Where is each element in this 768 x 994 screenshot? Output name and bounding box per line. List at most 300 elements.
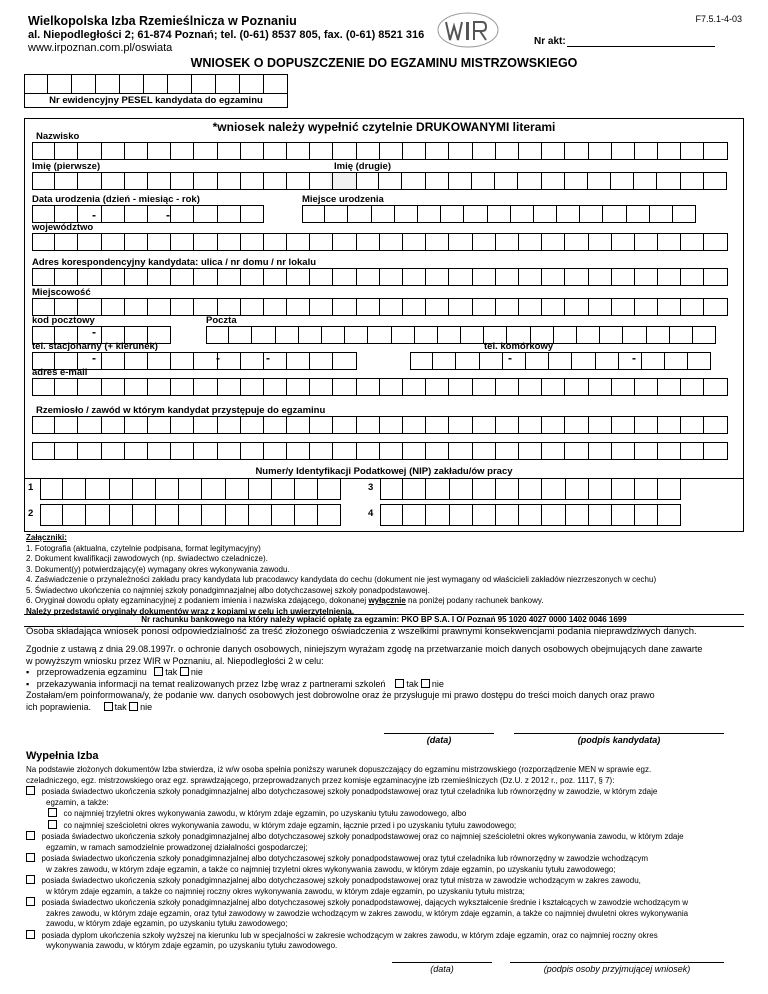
char-box[interactable] bbox=[612, 442, 635, 460]
char-box[interactable] bbox=[264, 172, 287, 190]
char-box[interactable] bbox=[603, 205, 626, 223]
char-box[interactable] bbox=[681, 142, 704, 160]
char-box[interactable] bbox=[565, 416, 588, 434]
char-box[interactable] bbox=[473, 298, 496, 316]
char-box[interactable] bbox=[299, 326, 322, 344]
char-box[interactable] bbox=[102, 142, 125, 160]
sign1-date-line[interactable] bbox=[384, 733, 494, 734]
char-box[interactable] bbox=[78, 298, 101, 316]
char-box[interactable] bbox=[473, 268, 496, 286]
condition-5-checkbox[interactable] bbox=[26, 897, 35, 906]
char-box[interactable] bbox=[542, 142, 565, 160]
char-box[interactable] bbox=[63, 504, 86, 526]
char-box[interactable] bbox=[357, 416, 380, 434]
char-box[interactable] bbox=[403, 142, 426, 160]
char-box[interactable] bbox=[572, 352, 595, 370]
char-box[interactable] bbox=[264, 268, 287, 286]
char-box[interactable] bbox=[218, 352, 241, 370]
imie2-field[interactable] bbox=[356, 172, 727, 190]
char-box[interactable] bbox=[642, 352, 665, 370]
char-box[interactable] bbox=[403, 478, 426, 500]
char-box[interactable] bbox=[565, 378, 588, 396]
char-box[interactable] bbox=[589, 478, 612, 500]
char-box[interactable] bbox=[264, 298, 287, 316]
char-box[interactable] bbox=[55, 416, 78, 434]
char-box[interactable] bbox=[194, 172, 217, 190]
char-box[interactable] bbox=[333, 268, 356, 286]
char-box[interactable] bbox=[554, 326, 577, 344]
sign1-signature-line[interactable] bbox=[514, 733, 724, 734]
char-box[interactable] bbox=[318, 478, 341, 500]
char-box[interactable] bbox=[526, 352, 549, 370]
char-box[interactable] bbox=[380, 478, 403, 500]
char-box[interactable] bbox=[333, 233, 356, 251]
char-box[interactable] bbox=[125, 378, 148, 396]
char-box[interactable] bbox=[403, 298, 426, 316]
char-box[interactable] bbox=[272, 504, 295, 526]
char-box[interactable] bbox=[647, 326, 670, 344]
condition-1-checkbox[interactable] bbox=[26, 786, 35, 795]
char-box[interactable] bbox=[86, 478, 109, 500]
char-box[interactable] bbox=[171, 233, 194, 251]
char-box[interactable] bbox=[379, 172, 402, 190]
char-box[interactable] bbox=[635, 378, 658, 396]
char-box[interactable] bbox=[372, 205, 395, 223]
char-box[interactable] bbox=[276, 326, 299, 344]
char-box[interactable] bbox=[496, 298, 519, 316]
char-box[interactable] bbox=[318, 504, 341, 526]
char-box[interactable] bbox=[40, 504, 63, 526]
char-box[interactable] bbox=[704, 233, 727, 251]
char-box[interactable] bbox=[78, 142, 101, 160]
char-box[interactable] bbox=[287, 416, 310, 434]
char-box[interactable] bbox=[63, 478, 86, 500]
char-box[interactable] bbox=[496, 504, 519, 526]
char-box[interactable] bbox=[226, 478, 249, 500]
char-box[interactable] bbox=[218, 268, 241, 286]
char-box[interactable] bbox=[418, 205, 441, 223]
char-box[interactable] bbox=[295, 478, 318, 500]
char-box[interactable] bbox=[542, 442, 565, 460]
char-box[interactable] bbox=[449, 172, 472, 190]
rzemioslo-field-1[interactable] bbox=[32, 416, 728, 434]
char-box[interactable] bbox=[519, 504, 542, 526]
char-box[interactable] bbox=[287, 172, 310, 190]
char-box[interactable] bbox=[120, 74, 144, 94]
char-box[interactable] bbox=[704, 416, 727, 434]
char-box[interactable] bbox=[473, 233, 496, 251]
char-box[interactable] bbox=[635, 442, 658, 460]
char-box[interactable] bbox=[218, 442, 241, 460]
char-box[interactable] bbox=[310, 298, 333, 316]
char-box[interactable] bbox=[612, 142, 635, 160]
char-box[interactable] bbox=[102, 233, 125, 251]
char-box[interactable] bbox=[194, 268, 217, 286]
char-box[interactable] bbox=[171, 142, 194, 160]
char-box[interactable] bbox=[194, 298, 217, 316]
char-box[interactable] bbox=[32, 298, 55, 316]
char-box[interactable] bbox=[202, 504, 225, 526]
char-box[interactable] bbox=[310, 268, 333, 286]
char-box[interactable] bbox=[635, 142, 658, 160]
char-box[interactable] bbox=[348, 205, 371, 223]
char-box[interactable] bbox=[449, 268, 472, 286]
char-box[interactable] bbox=[48, 74, 72, 94]
char-box[interactable] bbox=[333, 416, 356, 434]
tel-kom-field[interactable] bbox=[410, 352, 711, 370]
char-box[interactable] bbox=[72, 74, 96, 94]
char-box[interactable] bbox=[125, 268, 148, 286]
char-box[interactable] bbox=[241, 298, 264, 316]
char-box[interactable] bbox=[403, 504, 426, 526]
char-box[interactable] bbox=[380, 504, 403, 526]
char-box[interactable] bbox=[472, 172, 495, 190]
char-box[interactable] bbox=[194, 416, 217, 434]
wojewodztwo-field[interactable] bbox=[32, 233, 728, 251]
char-box[interactable] bbox=[577, 326, 600, 344]
char-box[interactable] bbox=[287, 298, 310, 316]
char-box[interactable] bbox=[511, 205, 534, 223]
char-box[interactable] bbox=[704, 298, 727, 316]
char-box[interactable] bbox=[148, 233, 171, 251]
char-box[interactable] bbox=[287, 142, 310, 160]
char-box[interactable] bbox=[438, 326, 461, 344]
char-box[interactable] bbox=[473, 142, 496, 160]
char-box[interactable] bbox=[310, 172, 333, 190]
char-box[interactable] bbox=[171, 268, 194, 286]
char-box[interactable] bbox=[96, 74, 120, 94]
char-box[interactable] bbox=[403, 268, 426, 286]
char-box[interactable] bbox=[565, 298, 588, 316]
char-box[interactable] bbox=[681, 378, 704, 396]
char-box[interactable] bbox=[496, 442, 519, 460]
char-box[interactable] bbox=[580, 205, 603, 223]
char-box[interactable] bbox=[333, 142, 356, 160]
char-box[interactable] bbox=[612, 268, 635, 286]
char-box[interactable] bbox=[102, 298, 125, 316]
char-box[interactable] bbox=[78, 233, 101, 251]
char-box[interactable] bbox=[287, 233, 310, 251]
char-box[interactable] bbox=[464, 205, 487, 223]
char-box[interactable] bbox=[310, 352, 333, 370]
char-box[interactable] bbox=[171, 298, 194, 316]
condition-1-sub-1-checkbox[interactable] bbox=[48, 808, 57, 817]
char-box[interactable] bbox=[310, 378, 333, 396]
char-box[interactable] bbox=[55, 268, 78, 286]
char-box[interactable] bbox=[125, 298, 148, 316]
char-box[interactable] bbox=[589, 268, 612, 286]
char-box[interactable] bbox=[171, 352, 194, 370]
char-box[interactable] bbox=[218, 298, 241, 316]
char-box[interactable] bbox=[249, 504, 272, 526]
char-box[interactable] bbox=[473, 504, 496, 526]
char-box[interactable] bbox=[693, 326, 716, 344]
char-box[interactable] bbox=[102, 352, 125, 370]
char-box[interactable] bbox=[496, 378, 519, 396]
char-box[interactable] bbox=[495, 172, 518, 190]
char-box[interactable] bbox=[32, 416, 55, 434]
char-box[interactable] bbox=[218, 378, 241, 396]
char-box[interactable] bbox=[565, 268, 588, 286]
condition-2-checkbox[interactable] bbox=[26, 831, 35, 840]
char-box[interactable] bbox=[345, 326, 368, 344]
char-box[interactable] bbox=[32, 205, 55, 223]
char-box[interactable] bbox=[403, 442, 426, 460]
char-box[interactable] bbox=[102, 442, 125, 460]
char-box[interactable] bbox=[229, 326, 252, 344]
char-box[interactable] bbox=[402, 172, 425, 190]
char-box[interactable] bbox=[473, 478, 496, 500]
char-box[interactable] bbox=[519, 416, 542, 434]
char-box[interactable] bbox=[240, 74, 264, 94]
char-box[interactable] bbox=[357, 268, 380, 286]
char-box[interactable] bbox=[658, 142, 681, 160]
char-box[interactable] bbox=[380, 268, 403, 286]
char-box[interactable] bbox=[295, 504, 318, 526]
char-box[interactable] bbox=[78, 442, 101, 460]
char-box[interactable] bbox=[704, 142, 727, 160]
char-box[interactable] bbox=[32, 442, 55, 460]
char-box[interactable] bbox=[635, 298, 658, 316]
char-box[interactable] bbox=[55, 298, 78, 316]
char-box[interactable] bbox=[658, 298, 681, 316]
char-box[interactable] bbox=[650, 205, 673, 223]
char-box[interactable] bbox=[241, 442, 264, 460]
char-box[interactable] bbox=[40, 478, 63, 500]
char-box[interactable] bbox=[426, 416, 449, 434]
poczta-field[interactable] bbox=[206, 326, 716, 344]
condition-1-sub-2-checkbox[interactable] bbox=[48, 820, 57, 829]
char-box[interactable] bbox=[194, 352, 217, 370]
char-box[interactable] bbox=[55, 442, 78, 460]
char-box[interactable] bbox=[78, 268, 101, 286]
char-box[interactable] bbox=[518, 172, 541, 190]
char-box[interactable] bbox=[78, 172, 101, 190]
nip-field-2[interactable] bbox=[40, 504, 341, 526]
consent-2-tak-checkbox[interactable] bbox=[395, 679, 404, 688]
char-box[interactable] bbox=[542, 478, 565, 500]
char-box[interactable] bbox=[125, 172, 148, 190]
char-box[interactable] bbox=[171, 172, 194, 190]
char-box[interactable] bbox=[380, 298, 403, 316]
char-box[interactable] bbox=[148, 172, 171, 190]
imie1-field[interactable] bbox=[32, 172, 357, 190]
char-box[interactable] bbox=[410, 352, 433, 370]
char-box[interactable] bbox=[589, 416, 612, 434]
char-box[interactable] bbox=[148, 142, 171, 160]
char-box[interactable] bbox=[565, 233, 588, 251]
char-box[interactable] bbox=[179, 478, 202, 500]
rzemioslo-field-2[interactable] bbox=[32, 442, 728, 460]
char-box[interactable] bbox=[426, 233, 449, 251]
char-box[interactable] bbox=[322, 326, 345, 344]
char-box[interactable] bbox=[241, 233, 264, 251]
char-box[interactable] bbox=[542, 268, 565, 286]
char-box[interactable] bbox=[496, 268, 519, 286]
char-box[interactable] bbox=[635, 478, 658, 500]
char-box[interactable] bbox=[519, 442, 542, 460]
char-box[interactable] bbox=[32, 233, 55, 251]
char-box[interactable] bbox=[519, 233, 542, 251]
char-box[interactable] bbox=[634, 172, 657, 190]
char-box[interactable] bbox=[356, 172, 379, 190]
char-box[interactable] bbox=[252, 326, 275, 344]
char-box[interactable] bbox=[310, 142, 333, 160]
char-box[interactable] bbox=[658, 233, 681, 251]
sign2-signature-line[interactable] bbox=[510, 962, 724, 963]
char-box[interactable] bbox=[368, 326, 391, 344]
char-box[interactable] bbox=[658, 442, 681, 460]
char-box[interactable] bbox=[148, 378, 171, 396]
char-box[interactable] bbox=[148, 298, 171, 316]
char-box[interactable] bbox=[102, 416, 125, 434]
char-box[interactable] bbox=[148, 352, 171, 370]
char-box[interactable] bbox=[148, 416, 171, 434]
char-box[interactable] bbox=[380, 233, 403, 251]
char-box[interactable] bbox=[589, 504, 612, 526]
char-box[interactable] bbox=[565, 142, 588, 160]
char-box[interactable] bbox=[542, 378, 565, 396]
char-box[interactable] bbox=[450, 504, 473, 526]
char-box[interactable] bbox=[194, 378, 217, 396]
char-box[interactable] bbox=[623, 326, 646, 344]
char-box[interactable] bbox=[480, 352, 503, 370]
char-box[interactable] bbox=[496, 416, 519, 434]
char-box[interactable] bbox=[473, 378, 496, 396]
char-box[interactable] bbox=[596, 352, 619, 370]
char-box[interactable] bbox=[194, 205, 217, 223]
char-box[interactable] bbox=[206, 326, 229, 344]
char-box[interactable] bbox=[192, 74, 216, 94]
char-box[interactable] bbox=[333, 172, 356, 190]
char-box[interactable] bbox=[218, 233, 241, 251]
char-box[interactable] bbox=[704, 172, 727, 190]
char-box[interactable] bbox=[287, 442, 310, 460]
consent-1-nie-checkbox[interactable] bbox=[180, 667, 189, 676]
char-box[interactable] bbox=[55, 172, 78, 190]
char-box[interactable] bbox=[78, 378, 101, 396]
char-box[interactable] bbox=[456, 352, 479, 370]
char-box[interactable] bbox=[333, 378, 356, 396]
char-box[interactable] bbox=[218, 142, 241, 160]
char-box[interactable] bbox=[287, 352, 310, 370]
char-box[interactable] bbox=[496, 233, 519, 251]
char-box[interactable] bbox=[461, 326, 484, 344]
char-box[interactable] bbox=[519, 268, 542, 286]
char-box[interactable] bbox=[426, 298, 449, 316]
char-box[interactable] bbox=[125, 233, 148, 251]
char-box[interactable] bbox=[542, 172, 565, 190]
char-box[interactable] bbox=[589, 142, 612, 160]
char-box[interactable] bbox=[125, 142, 148, 160]
char-box[interactable] bbox=[78, 205, 101, 223]
char-box[interactable] bbox=[658, 268, 681, 286]
char-box[interactable] bbox=[168, 74, 192, 94]
char-box[interactable] bbox=[665, 352, 688, 370]
char-box[interactable] bbox=[357, 142, 380, 160]
char-box[interactable] bbox=[102, 378, 125, 396]
char-box[interactable] bbox=[55, 233, 78, 251]
char-box[interactable] bbox=[171, 416, 194, 434]
char-box[interactable] bbox=[171, 442, 194, 460]
char-box[interactable] bbox=[333, 298, 356, 316]
char-box[interactable] bbox=[403, 378, 426, 396]
char-box[interactable] bbox=[519, 142, 542, 160]
char-box[interactable] bbox=[704, 268, 727, 286]
char-box[interactable] bbox=[612, 504, 635, 526]
char-box[interactable] bbox=[549, 352, 572, 370]
char-box[interactable] bbox=[670, 326, 693, 344]
nip-field-4[interactable] bbox=[380, 504, 681, 526]
char-box[interactable] bbox=[488, 205, 511, 223]
consent-3-tak-checkbox[interactable] bbox=[104, 702, 113, 711]
char-box[interactable] bbox=[542, 416, 565, 434]
char-box[interactable] bbox=[542, 233, 565, 251]
char-box[interactable] bbox=[264, 442, 287, 460]
char-box[interactable] bbox=[287, 268, 310, 286]
char-box[interactable] bbox=[55, 205, 78, 223]
char-box[interactable] bbox=[449, 142, 472, 160]
char-box[interactable] bbox=[55, 378, 78, 396]
char-box[interactable] bbox=[681, 268, 704, 286]
char-box[interactable] bbox=[241, 172, 264, 190]
char-box[interactable] bbox=[496, 142, 519, 160]
char-box[interactable] bbox=[357, 233, 380, 251]
char-box[interactable] bbox=[635, 268, 658, 286]
char-box[interactable] bbox=[125, 442, 148, 460]
char-box[interactable] bbox=[619, 352, 642, 370]
condition-6-checkbox[interactable] bbox=[26, 930, 35, 939]
char-box[interactable] bbox=[333, 442, 356, 460]
char-box[interactable] bbox=[534, 205, 557, 223]
char-box[interactable] bbox=[125, 416, 148, 434]
char-box[interactable] bbox=[86, 504, 109, 526]
char-box[interactable] bbox=[241, 378, 264, 396]
char-box[interactable] bbox=[333, 352, 356, 370]
char-box[interactable] bbox=[241, 416, 264, 434]
char-box[interactable] bbox=[133, 478, 156, 500]
char-box[interactable] bbox=[32, 142, 55, 160]
char-box[interactable] bbox=[194, 233, 217, 251]
char-box[interactable] bbox=[449, 378, 472, 396]
char-box[interactable] bbox=[102, 268, 125, 286]
char-box[interactable] bbox=[241, 205, 264, 223]
char-box[interactable] bbox=[272, 478, 295, 500]
char-box[interactable] bbox=[125, 205, 148, 223]
char-box[interactable] bbox=[78, 416, 101, 434]
char-box[interactable] bbox=[264, 142, 287, 160]
char-box[interactable] bbox=[635, 233, 658, 251]
char-box[interactable] bbox=[133, 504, 156, 526]
char-box[interactable] bbox=[264, 378, 287, 396]
char-box[interactable] bbox=[302, 205, 325, 223]
char-box[interactable] bbox=[627, 205, 650, 223]
char-box[interactable] bbox=[357, 378, 380, 396]
char-box[interactable] bbox=[241, 268, 264, 286]
data-ur-field[interactable] bbox=[32, 205, 264, 223]
char-box[interactable] bbox=[566, 478, 589, 500]
char-box[interactable] bbox=[657, 172, 680, 190]
char-box[interactable] bbox=[449, 442, 472, 460]
char-box[interactable] bbox=[32, 268, 55, 286]
adres-field[interactable] bbox=[32, 268, 728, 286]
char-box[interactable] bbox=[102, 172, 125, 190]
char-box[interactable] bbox=[241, 142, 264, 160]
char-box[interactable] bbox=[673, 205, 696, 223]
char-box[interactable] bbox=[589, 442, 612, 460]
char-box[interactable] bbox=[658, 478, 681, 500]
consent-2-nie-checkbox[interactable] bbox=[421, 679, 430, 688]
